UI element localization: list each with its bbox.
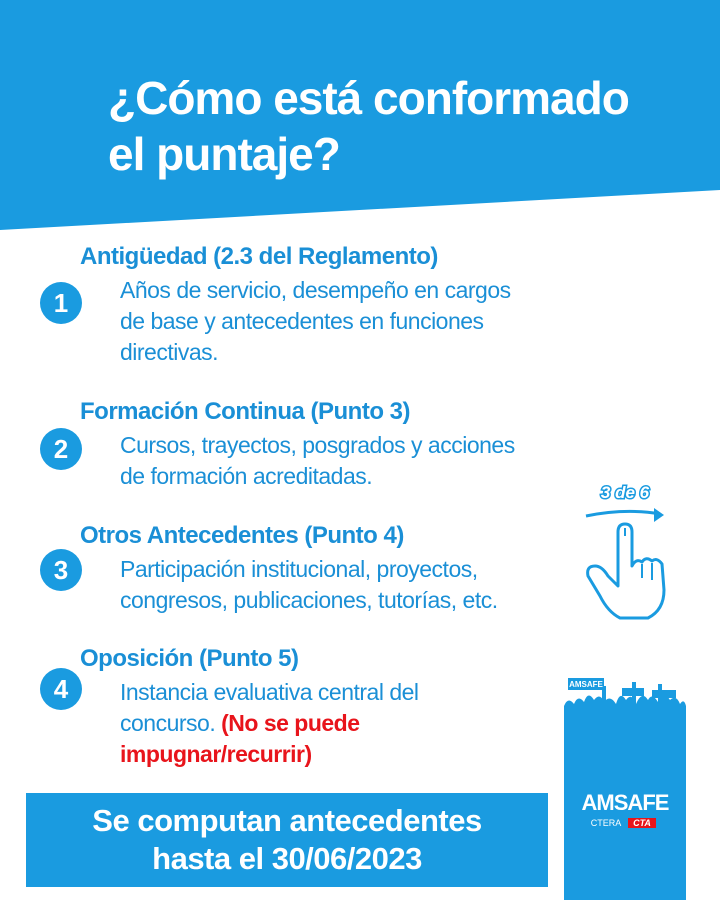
title-line-2: el puntaje? <box>108 128 340 180</box>
desc-line: concurso. (No se puede <box>120 710 360 736</box>
amsafe-logo <box>562 660 690 900</box>
title-line-1: ¿Cómo está conformado <box>108 72 629 124</box>
warning-text: (No se puede <box>221 710 360 736</box>
item-description <box>120 430 590 492</box>
header-banner <box>0 0 720 230</box>
desc-line: Años de servicio, desempeño en cargos <box>120 277 511 303</box>
page-indicator: 3 de 6 <box>600 483 650 502</box>
footer-line-1: Se computan antecedentes <box>92 803 482 838</box>
banner-text: AMSAFE <box>569 680 603 689</box>
footer-line-2: hasta el 30/06/2023 <box>152 841 422 876</box>
logo-name: AMSAFE <box>581 790 669 815</box>
desc-line: Participación institucional, proyectos, <box>120 556 478 582</box>
item-description <box>120 554 590 616</box>
swipe-hand-icon <box>578 478 688 628</box>
desc-line: Cursos, trayectos, posgrados y acciones <box>120 432 515 458</box>
number-badge: 3 <box>40 549 82 591</box>
desc-line: de base y antecedentes en funciones <box>120 308 484 334</box>
item-description <box>120 677 590 770</box>
page-title <box>108 70 708 182</box>
desc-line: directivas. <box>120 339 219 365</box>
number-badge: 4 <box>40 668 82 710</box>
swipe-hint <box>578 478 688 628</box>
item-description <box>120 275 590 368</box>
number-badge: 2 <box>40 428 82 470</box>
number-badge: 1 <box>40 282 82 324</box>
logo-sub-ctera: CTERA <box>590 818 622 828</box>
item-heading: Antigüedad (2.3 del Reglamento) <box>80 243 438 270</box>
item-heading: Otros Antecedentes (Punto 4) <box>80 522 404 549</box>
desc-line: Instancia evaluativa central del <box>120 679 419 705</box>
desc-line: congresos, publicaciones, tutorías, etc. <box>120 587 498 613</box>
amsafe-logo-graphic <box>562 660 690 900</box>
item-heading: Oposición (Punto 5) <box>80 645 299 672</box>
cutoff-date-banner <box>26 793 548 887</box>
desc-line: de formación acreditadas. <box>120 463 373 489</box>
warning-text: impugnar/recurrir) <box>120 741 312 767</box>
item-heading: Formación Continua (Punto 3) <box>80 398 410 425</box>
logo-sub-cta: CTA <box>633 818 651 828</box>
